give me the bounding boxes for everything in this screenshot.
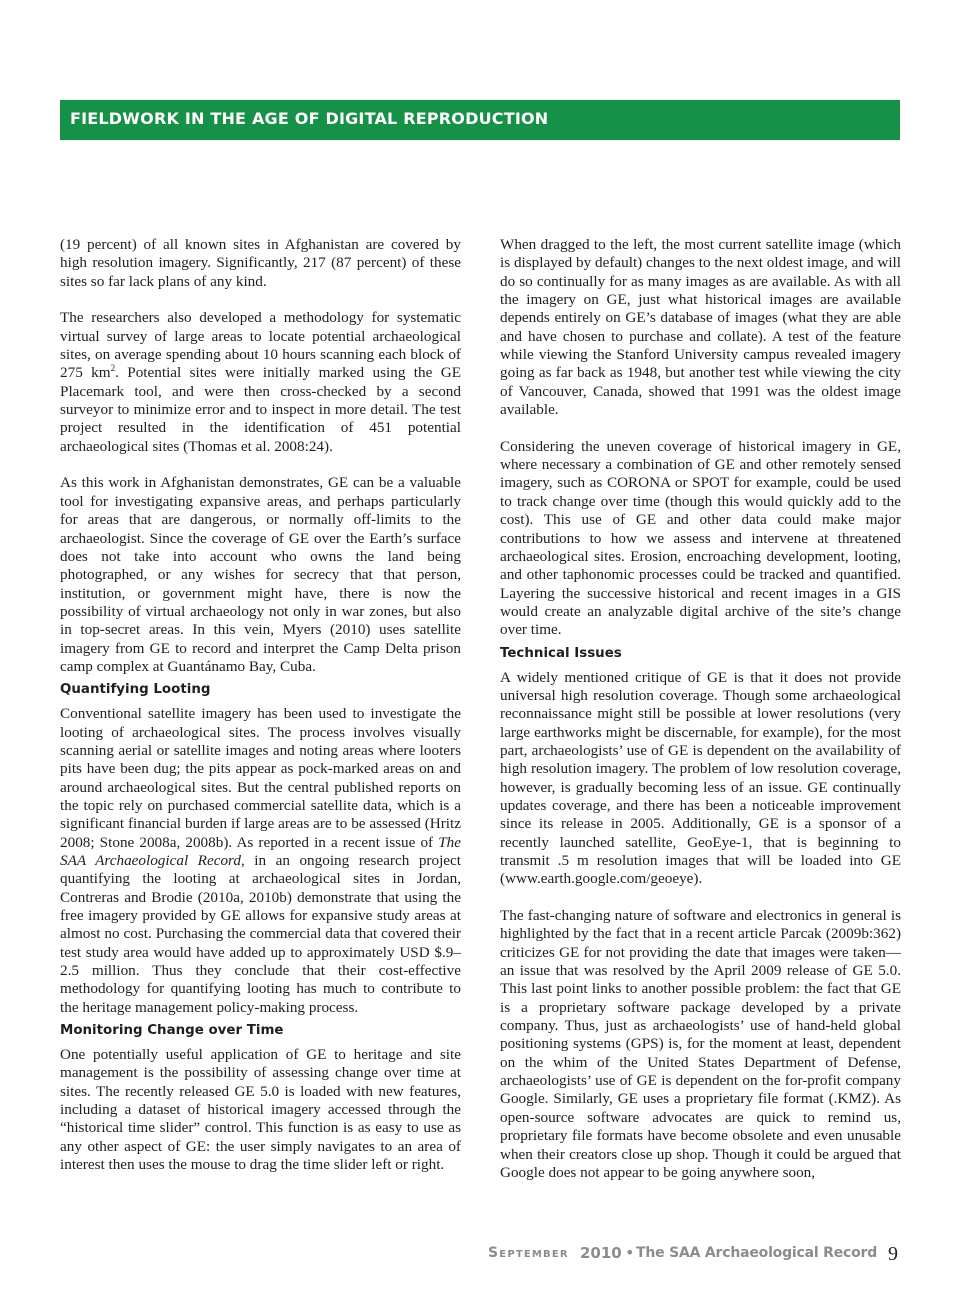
text-run: The researchers also developed a methodology for systematic virtual survey of large areas to locate potential archaeological sites, on average spending about 10 hours scanning each block of 275 km [60, 309, 461, 382]
page-footer [488, 1243, 900, 1267]
section-heading-technical: Technical Issues [500, 645, 622, 661]
footer-year: 2010 [580, 1244, 622, 1262]
superscript: 2 [110, 363, 116, 374]
section-heading-looting: Quantifying Looting [60, 682, 211, 698]
text-run: , in an ongoing research project quantifying the looting at archaeological sites in Jordan, Contreras and Brodie (2010a, 2010b) demonstrate that using the free imagery provided by GE allows for expansive study areas at almost no cost. Purchasing the commercial data that covered their test study area would have added up to approximately USD $.9–2.5 million. Thus they conclude that their cost-effective methodology for quantifying looting has much to contribute to the heritage management policy-making process. [60, 852, 461, 1016]
footer-bullet: • [625, 1243, 635, 1262]
paragraph: Considering the uneven coverage of historical imagery in GE, where necessary a combination of GE and other remotely sensed imagery, such as CORONA or SPOT for example, could be used to track change over time (though this would quickly add to the cost). This use of GE and other data could make major contributions to how we assess and intervene at threatened archaeological sites. Erosion, encroaching development, looting, and other taphonomic processes could be tracked and quantified. Layering the successive historical and recent images in a GIS would create an analyzable digital archive of the site’s change over time. [500, 437, 901, 639]
page-number: 9 [888, 1243, 898, 1265]
section-heading-monitoring: Monitoring Change over Time [60, 1023, 284, 1039]
paragraph: (19 percent) of all known sites in Afghanistan are covered by high resolution imagery. Significantly, 217 (87 percent) of these sites so far lack plans of any kind. [60, 236, 461, 290]
text-run: . Potential sites were initially marked using the GE Placemark tool, and were then cross-checked by a second surveyor to minimize error and to inspect in more detail. The test project resulted in the identification of 451 potential archaeological sites (Thomas et al. 2008:24). [60, 364, 461, 455]
paragraph [60, 309, 461, 456]
paragraph: One potentially useful application of GE to heritage and site management is the possibility of assessing change over time at sites. The recently released GE 5.0 is loaded with new features, including a dataset of historical imagery accessed through the “historical time slider” control. This function is as easy to use as any other aspect of GE: the user simply navigates to an area of interest then uses the mouse to drag the time slider left or right. [60, 1046, 461, 1174]
footer-journal-name: The SAA Archaeological Record [636, 1245, 878, 1261]
section-banner [60, 100, 900, 140]
paragraph: When dragged to the left, the most current satellite image (which is displayed by default) changes to the next oldest image, and will do so continually for as many images as are available. As with all the imagery on GE, just what historical images are available depends entirely on GE’s database of images (what they are able and have chosen to purchase and collate). A test of the feature while viewing the Stanford University campus revealed imagery going as far back as 1948, but another test while viewing the city of Vancouver, Canada, showed that 1991 was the oldest image available. [500, 236, 901, 419]
footer-month: September [488, 1245, 569, 1261]
section-title: FIELDWORK IN THE AGE OF DIGITAL REPRODUCTION [70, 109, 549, 128]
journal-title-italic: The SAA Archaeological Record [60, 833, 461, 869]
left-column [60, 236, 461, 1175]
paragraph: The fast-changing nature of software and electronics in general is highlighted by the fact that in a recent article Parcak (2009b:362) criticizes GE for not providing the date that images were taken—an issue that was resolved by the April 2009 release of GE 5.0. This last point links to another possible problem: the fact that GE is a proprietary software package developed by a private company. Thus, just as archaeologists’ use of hand-held global positioning systems (GPS) is, for the moment at least, dependent on the whim of the United States Department of Defense, archaeologists’ use of GE is dependent on the for-profit company Google. Similarly, GE uses a proprietary file format (.KMZ). As open-source software advocates are quick to remind us, proprietary file formats have become obsolete and even unusable when their creators close up shop. Though it could be argued that Google does not appear to be going anywhere soon, [500, 907, 901, 1181]
paragraph [60, 705, 461, 1017]
paragraph: As this work in Afghanistan demonstrates, GE can be a valuable tool for investigating expansive areas, and perhaps particularly for areas that are dangerous, or normally off-limits to the archaeologist. Since the coverage of GE over the Earth’s surface does not take into account who owns the land being photographed, or any wishes for secrecy that that person, institution, or government might have, there is now the possibility of virtual archaeology not only in war zones, but also in top-secret areas. In this vein, Myers (2010) uses satellite imagery from GE to record and interpret the Camp Delta prison camp complex at Guantánamo Bay, Cuba. [60, 474, 461, 675]
text-run: Conventional satellite imagery has been used to investigate the looting of archaeological sites. The process involves visually scanning aerial or satellite images and noting areas where looters pits have been dug; the pits appear as pock-marked areas on and around archaeological sites. But the central published reports on the topic rely on purchased commercial satellite data, which is a significant financial burden if large areas are to be assessed (Hritz 2008; Stone 2008a, 2008b). As reported in a recent issue of [60, 705, 461, 851]
right-column [500, 236, 901, 1182]
paragraph: A widely mentioned critique of GE is that it does not provide universal high resolution coverage. Though some archaeological reconnaissance might still be possible at lower resolutions (very large earthworks might be discernable, for example), for the most part, archaeologists’ use of GE is dependent on the availability of high resolution imagery. The problem of low resolution coverage, however, is gradually becoming less of an issue. GE continually updates coverage, and there has been a noticeable improvement since its release in 2005. Additionally, GE is a sponsor of a recently launched satellite, GeoEye-1, that is beginning to transmit .5 m resolution images that will be loaded into GE (www.earth.google.com/geoeye). [500, 668, 901, 888]
